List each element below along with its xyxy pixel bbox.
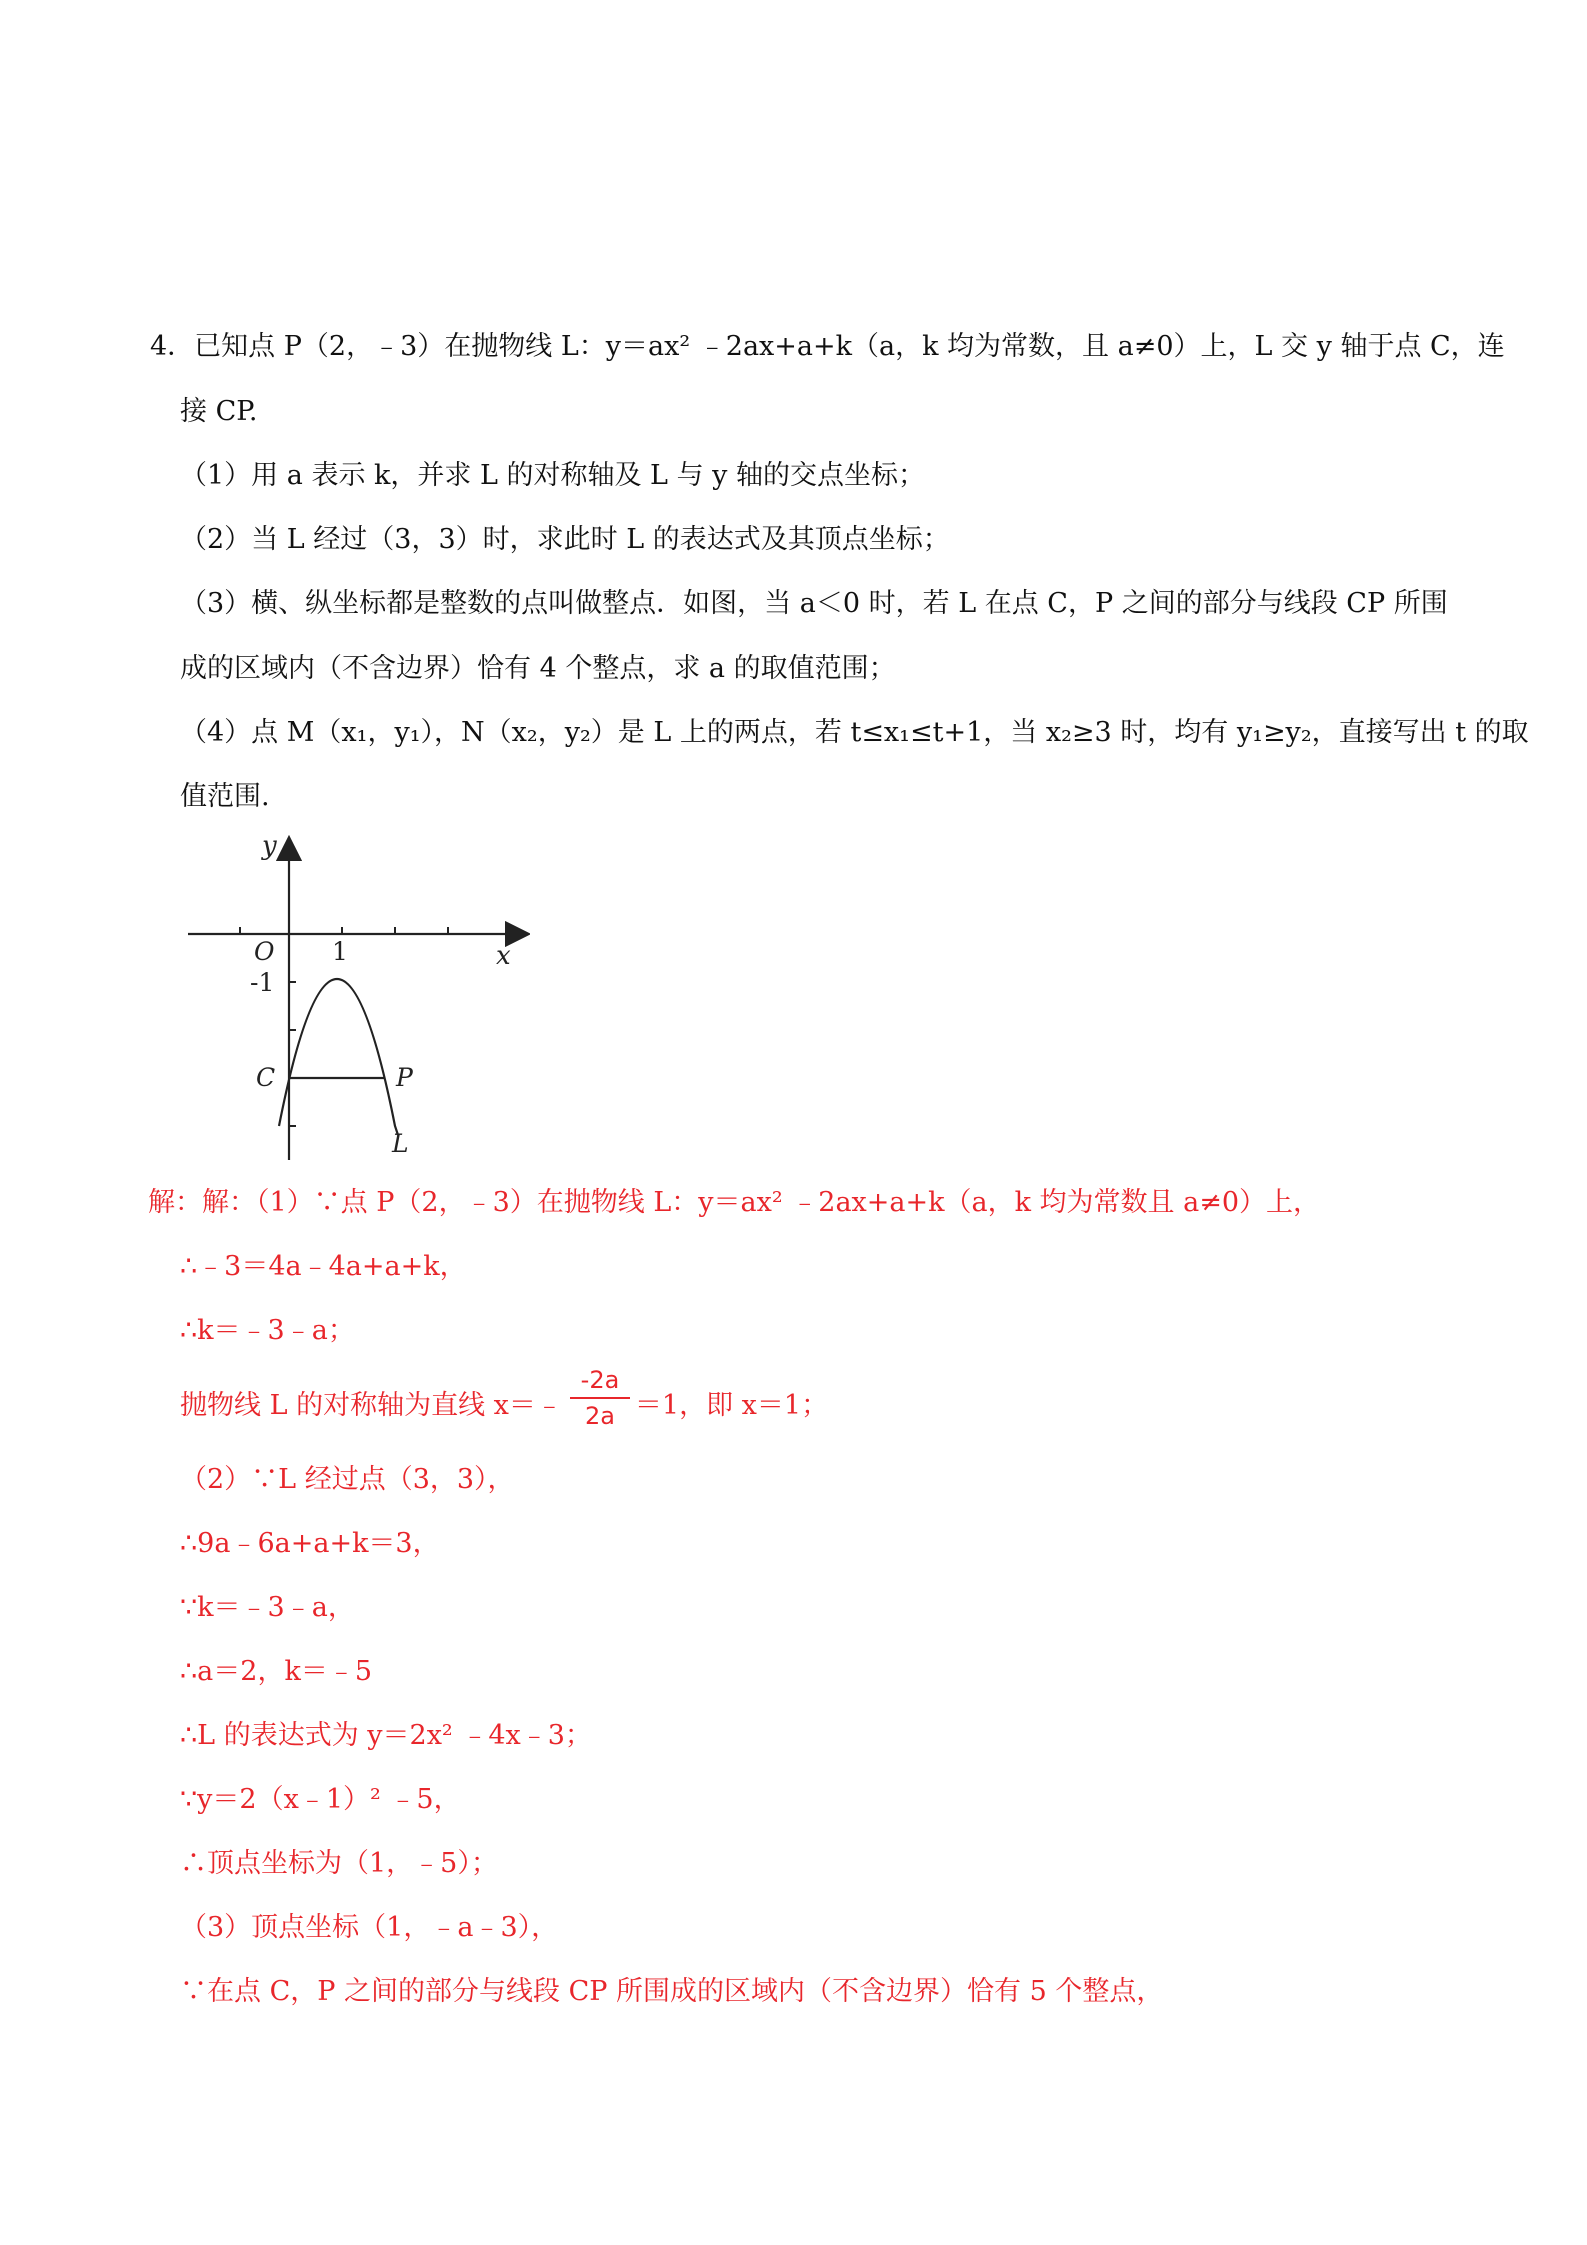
fraction-symmetry-axis (568, 1365, 632, 1431)
solution-line-13: ∵在点 C，P 之间的部分与线段 CP 所围成的区域内（不含边界）恰有 5 个整点， (180, 1976, 1164, 2007)
question-part-1: （1）用 a 表示 k，并求 L 的对称轴及 L 与 y 轴的交点坐标； (180, 460, 925, 491)
question-part-4b: 值范围. (180, 781, 270, 812)
solution-line-3: ∴k＝﹣3﹣a； (180, 1315, 355, 1346)
x-axis-label: x (496, 941, 511, 971)
solution-line-10: ∵y＝2（x﹣1）² ﹣5， (180, 1784, 461, 1815)
curve-l-label: L (392, 1129, 409, 1158)
solution-line-11: ∴顶点坐标为（1，﹣5）； (180, 1848, 498, 1879)
point-p-label: P (396, 1063, 413, 1092)
tick-y-neg1-label: -1 (250, 968, 275, 997)
solution-line-1: 解：解：（1）∵点 P（2，﹣3）在抛物线 L：y＝ax² ﹣2ax+a+k（a，k 均为常数且 a≠0）上， (148, 1187, 1321, 1218)
axis-equation-prefix: 抛物线 L 的对称轴为直线 x＝﹣ (180, 1390, 563, 1421)
question-part-3b: 成的区域内（不含边界）恰有 4 个整点，求 a 的取值范围； (180, 653, 896, 684)
axis-equation-suffix: ＝1，即 x＝1； (634, 1390, 829, 1421)
solution-line-6: ∴9a﹣6a+a+k＝3， (180, 1528, 440, 1559)
solution-line-5: （2）∵L 经过点（3，3）， (180, 1464, 515, 1495)
question-line-1: 4．已知点 P（2，﹣3）在抛物线 L：y＝ax² ﹣2ax+a+k（a，k 均为常数，且 a≠0）上，L 交 y 轴于点 C，连 (150, 331, 1505, 362)
solution-line-12: （3）顶点坐标（1，﹣a﹣3）， (180, 1912, 559, 1943)
question-line-2: 接 CP. (180, 396, 258, 427)
tick-x-1-label: 1 (332, 937, 348, 966)
solution-line-8: ∴a＝2，k＝﹣5 (180, 1656, 372, 1687)
parabola-figure (180, 830, 530, 1170)
point-c-label: C (256, 1063, 276, 1092)
parabola-curve (279, 979, 398, 1135)
y-axis-label: y (262, 831, 277, 861)
question-part-2: （2）当 L 经过（3，3）时，求此时 L 的表达式及其顶点坐标； (180, 524, 950, 555)
fraction-denominator: 2a (585, 1402, 615, 1430)
fraction-numerator: -2a (580, 1366, 620, 1394)
solution-line-7: ∵k＝﹣3﹣a， (180, 1592, 355, 1623)
solution-line-9: ∴L 的表达式为 y＝2x² ﹣4x﹣3； (180, 1720, 592, 1751)
origin-label: O (254, 937, 275, 966)
solution-line-4 (180, 1386, 828, 1426)
question-part-4a: （4）点 M（x₁，y₁），N（x₂，y₂）是 L 上的两点，若 t≤x₁≤t+1，当 x₂≥3 时，均有 y₁≥y₂，直接写出 t 的取 (180, 717, 1529, 748)
solution-line-2: ∴﹣3＝4a﹣4a+a+k， (180, 1251, 467, 1282)
question-part-3a: （3）横、纵坐标都是整数的点叫做整点．如图，当 a＜0 时，若 L 在点 C，P 之间的部分与线段 CP 所围 (180, 588, 1448, 619)
